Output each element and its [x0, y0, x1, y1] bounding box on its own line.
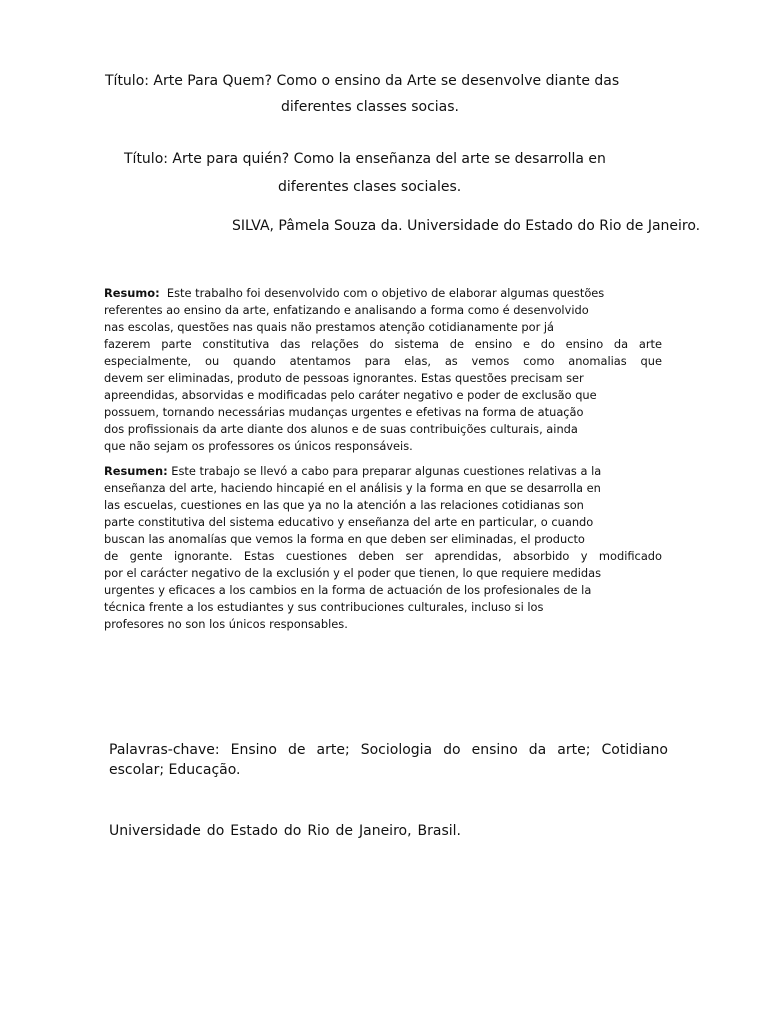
title-spanish-line-2: diferentes clases sociales.: [278, 179, 462, 195]
abstract-spanish: [104, 463, 662, 633]
abstract-line: devem ser eliminadas, produto de pessoas ignorantes. Estas questões precisam ser: [104, 371, 584, 385]
abstract-line: buscan las anomalías que vemos la forma en que deben ser eliminadas, el producto: [104, 532, 585, 546]
abstract-line: dos profissionais da arte diante dos alunos e de suas contribuições culturais, ainda: [104, 422, 578, 436]
abstract-line: Resumen: Este trabajo se llevó a cabo para preparar algunas cuestiones relativas a la: [104, 464, 602, 478]
abstract-line: apreendidas, absorvidas e modificadas pelo caráter negativo e poder de exclusão que: [104, 388, 597, 402]
title-spanish-line-1: Título: Arte para quién? Como la enseñanza del arte se desarrolla en: [124, 151, 606, 167]
abstract-line: que não sejam os professores os únicos responsáveis.: [104, 439, 413, 453]
abstract-label: Resumen:: [104, 464, 168, 478]
abstract-line: enseñanza del arte, haciendo hincapié en el análisis y la forma en que se desarrolla en: [104, 481, 601, 495]
abstract-line: fazerem parte constitutiva das relações do sistema de ensino e do ensino da arte: [104, 337, 662, 351]
abstract-line: profesores no son los únicos responsables.: [104, 617, 348, 631]
abstract-line: especialmente, ou quando atentamos para elas, as vemos como anomalias que: [104, 354, 662, 368]
abstract-line: Resumo: Este trabalho foi desenvolvido com o objetivo de elaborar algumas questões: [104, 286, 605, 300]
keywords-line-2: escolar; Educação.: [109, 762, 241, 778]
abstract-line: referentes ao ensino da arte, enfatizando e analisando a forma como é desenvolvido: [104, 303, 589, 317]
author-line: SILVA, Pâmela Souza da. Universidade do Estado do Rio de Janeiro.: [232, 218, 701, 234]
keywords: [109, 740, 668, 780]
abstract-line: las escuelas, cuestiones en las que ya no la atención a las relaciones cotidianas son: [104, 498, 584, 512]
title-portuguese-line-2: diferentes classes socias.: [281, 99, 459, 115]
keywords-line-1: Palavras-chave: Ensino de arte; Sociologia do ensino da arte; Cotidiano: [109, 742, 668, 758]
abstract-line: de gente ignorante. Estas cuestiones deben ser aprendidas, absorbido y modificado: [104, 549, 662, 563]
abstract-portuguese: [104, 285, 662, 455]
abstract-line: técnica frente a los estudiantes y sus contribuciones culturales, incluso si los: [104, 600, 544, 614]
abstract-line: parte constitutiva del sistema educativo y enseñanza del arte en particular, o cuando: [104, 515, 594, 529]
abstract-line: urgentes y eficaces a los cambios en la forma de actuación de los profesionales de la: [104, 583, 592, 597]
abstract-line: possuem, tornando necessárias mudanças urgentes e efetivas na forma de atuação: [104, 405, 584, 419]
abstract-line: por el carácter negativo de la exclusión y el poder que tienen, lo que requiere medidas: [104, 566, 602, 580]
title-portuguese-line-1: Título: Arte Para Quem? Como o ensino da Arte se desenvolve diante das: [105, 73, 620, 89]
abstract-label: Resumo:: [104, 286, 160, 300]
abstract-line: nas escolas, questões nas quais não prestamos atenção cotidianamente por já: [104, 320, 555, 334]
affiliation: Universidade do Estado do Rio de Janeiro, Brasil.: [109, 823, 461, 839]
